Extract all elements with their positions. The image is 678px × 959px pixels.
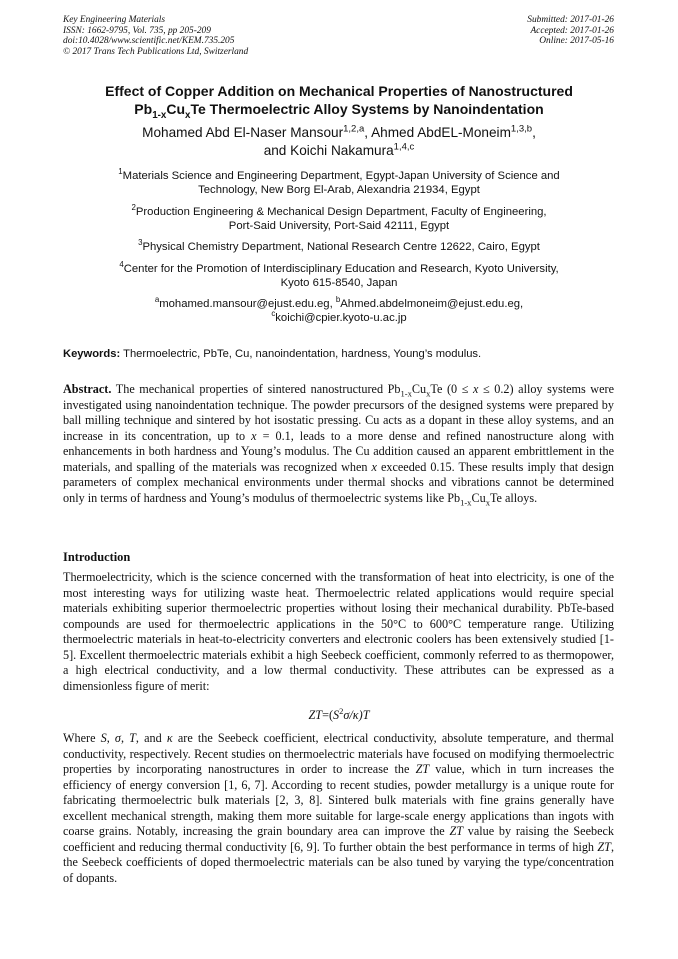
journal-copyright: © 2017 Trans Tech Publications Ltd, Switzerland [63,46,249,57]
abstract: Abstract. The mechanical properties of sintered nanostructured $Pb_{1-x}Cu_xTe$ (0 ≤ x ≤ 0.2) alloy systems were investigated using nanoindentation technique. The powder precursors of the designed systems were prepared by ball milling technique and sintered by hot isostatic pressing. Cu acts as a dopant in these alloy systems, and an increase in its concentration, up to x = 0.1, leads to a more dense and refined nanostructure along with enhancements in both hardness and Young’s modulus. The Cu addition caused an apparent embrittlement in the materials, and spalling of the materials was recognized when x exceeded 0.15. These results imply that design parameters of complex mechanical environments under thermal shocks and vibrations cannot be determined only in terms of hardness and Young’s modulus of thermoelectric systems like $Pb_{1-x}Cu_xTe$ alloys. [63,382,615,507]
keywords-label: Keywords: [63,348,121,360]
affiliation-1: $^1$Materials Science and Engineering Department, Egypt-Japan University of Science and Technology, New Borg El-Arab, Alexandria 21934, Egypt [118,167,560,197]
journal-name: Key Engineering Materials [63,15,166,25]
email-link[interactable]: mohamed.mansour@ejust.edu.eg, [159,298,336,310]
accepted-date: Accepted: 2017-01-26 [530,25,614,36]
intro-paragraph-2: Where S, σ, T, and κ are the Seebeck coefficient, electrical conductivity, absolute temperature, and thermal conductivity, respectively. Recent studies on thermoelectric materials have focused on modifying thermoelectric properties by incorporating nanostructures in order to increase the ZT value, which in turn increases the efficiency of energy conversion [1, 6, 7]. According to recent studies, powder metallurgy is a unique route for fabricating thermoelectric bulk materials [2, 3, 8]. Sintered bulk materials with fine grains generally have excellent mechanical strength, making them more suitable for large-scale energy applications than ingots with coarse grains. Notably, increasing the grain boundary area can improve the ZT value by raising the Seebeck coefficient and reducing thermal conductivity [6, 9]. To further obtain the best performance in terms of high ZT, the Seebeck coefficients of doped thermoelectric materials can be also tuned by varying the type/concentration of dopants. [63,731,614,885]
abstract-label: Abstract. [63,382,112,396]
section-heading-introduction: Introduction [63,550,131,564]
figure-of-merit-equation: $ZT=(S^2\sigma/\kappa)T$ [308,705,370,722]
author-emails: $^a$mohamed.mansour@ejust.edu.eg, $^b$Ahmed.abdelmoneim@ejust.edu.eg, $^c$koichi@cpier.kyoto-u.ac.jp [154,295,524,325]
author-list: Mohamed Abd El-Naser Mansour$^{1,2,a}$, Ahmed AbdEL-Moneim$^{1,3,b}$, and Koichi Nakamura$^{1,4,c}$ [142,123,536,158]
affiliation-3: $^3$Physical Chemistry Department, National Research Centre 12622, Cairo, Egypt [138,238,540,253]
journal-doi: doi:10.4028/www.scientific.net/KEM.735.205 [63,36,235,47]
affiliation-2: $^2$Production Engineering & Mechanical Design Department, Faculty of Engineering, Port-Said University, Port-Said 42111, Egypt [131,203,547,233]
author-name: Mohamed Abd El-Naser Mansour [142,125,344,140]
email-link[interactable]: koichi@cpier.kyoto-u.ac.jp [275,312,407,325]
journal-issn: ISSN: 1662-9795, Vol. 735, pp 205-209 [63,25,211,36]
title-line-1: Effect of Copper Addition on Mechanical Properties of Nanostructured [105,83,573,99]
online-date: Online: 2017-05-16 [539,36,614,47]
title-line-2: $Pb_{1-x}Cu_xTe$ Thermoelectric Alloy Systems by Nanoindentation [134,101,544,121]
submission-dates [527,15,614,47]
keywords [63,347,623,361]
intro-paragraph-1: Thermoelectricity, which is the science concerned with the transformation of heat into electricity, is one of the most interesting ways for utilizing waste heat. Thermoelectric related applications would require special materials exhibiting superior thermoelectric properties without losing their mechanical durability. PbTe-based compounds are used for thermoelectric applications in the 50°C to 600°C temperature range. Utilizing thermoelectric materials in heat-to-electricity converters and electronic coolers has been extensively studied [1-5]. Excellent thermoelectric materials exhibit a high Seebeck coefficient, commonly referred to as thermopower, a high electrical conductivity, and a low thermal conductivity. These attributes can be expressed as a dimensionless figure of merit: [63,570,614,693]
author-name: Koichi Nakamura [290,143,394,158]
keywords-text: Thermoelectric, PbTe, Cu, nanoindentation, hardness, Young’s modulus. [120,348,482,360]
email-link[interactable]: Ahmed.abdelmoneim@ejust.edu.eg, [340,298,524,310]
affiliation-4: $^4$Center for the Promotion of Interdisciplinary Education and Research, Kyoto University, Kyoto 615-8540, Japan [119,260,559,290]
author-name: Ahmed AbdEL-Moneim [371,125,511,140]
journal-info [63,15,248,57]
paper-title [40,82,638,121]
submitted-date: Submitted: 2017-01-26 [527,15,614,25]
